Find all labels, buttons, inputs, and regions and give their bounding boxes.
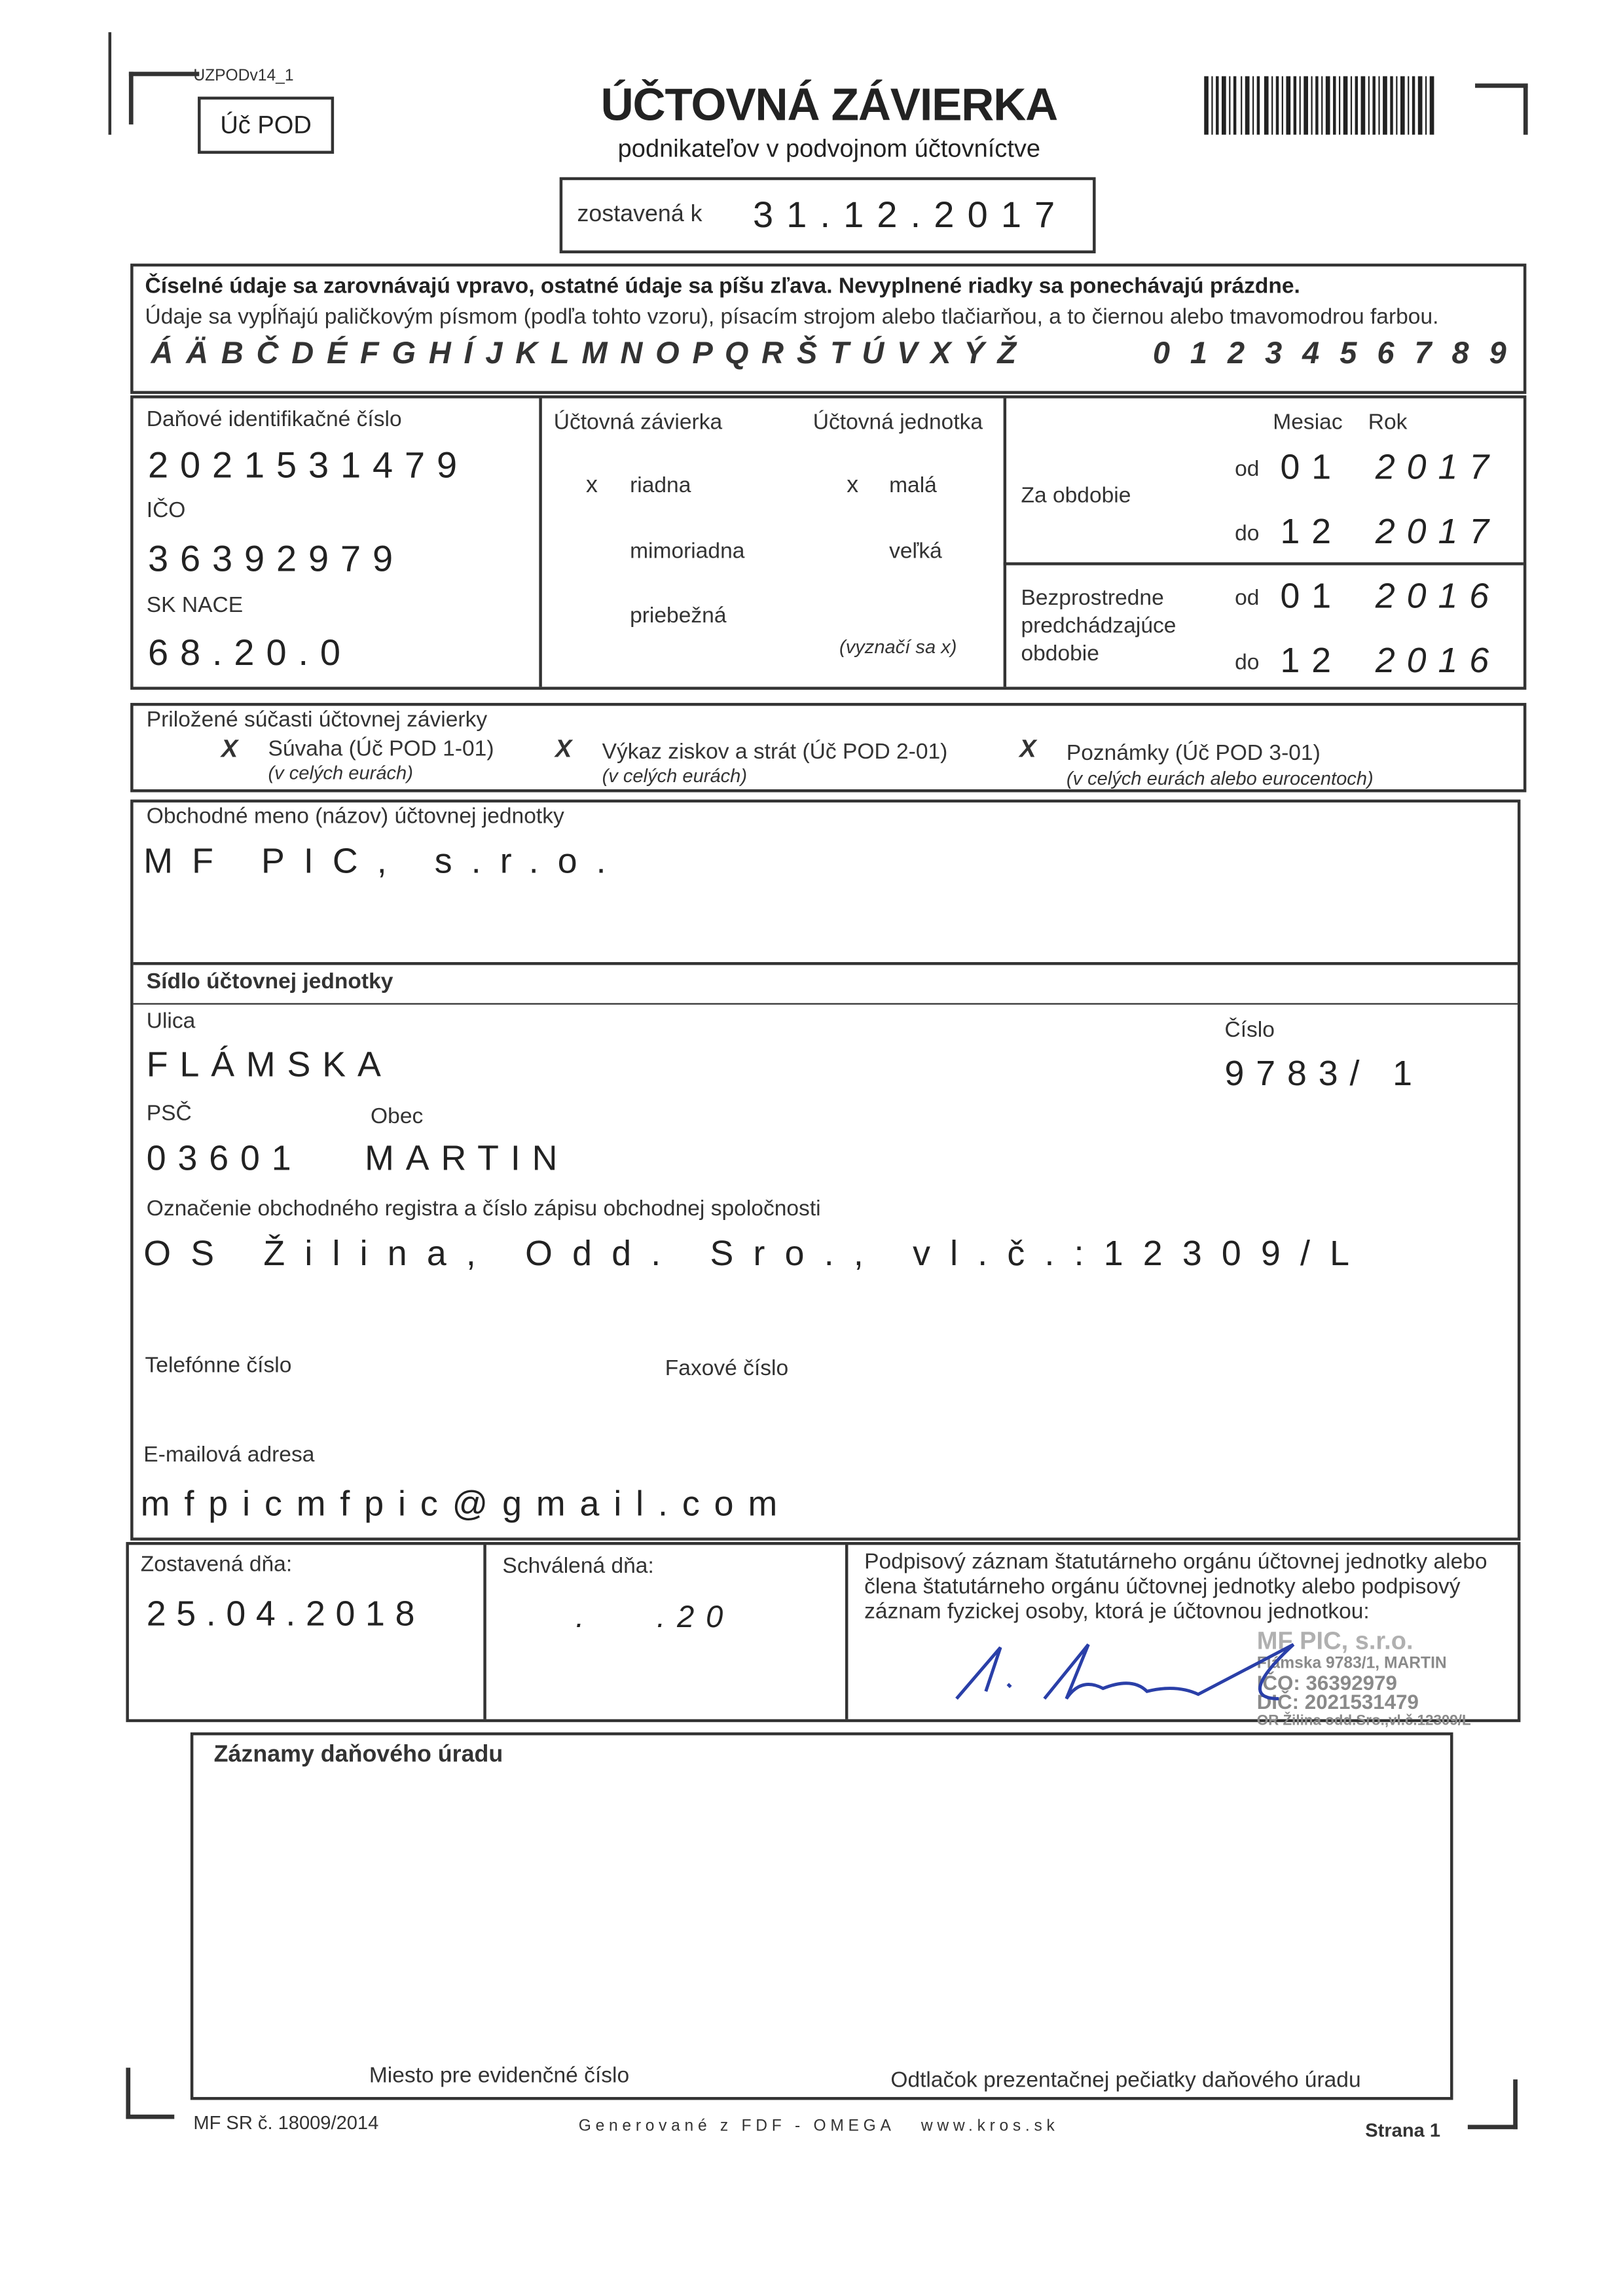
instructions-line2: Údaje sa vypĺňajú paličkovým písmom (podľa tohto vzoru), písacím strojom alebo tlačiarňou, a to čiernou alebo tmavomodrou farbou.: [145, 304, 1439, 330]
corner-mark: [1468, 2125, 1518, 2129]
attachment-note: (v celých eurách): [268, 761, 413, 784]
company-name-label: Obchodné meno (názov) účtovnej jednotky: [146, 804, 564, 829]
od-label: od: [1235, 585, 1260, 611]
attachment-note: (v celých eurách): [602, 764, 748, 787]
year-header: Rok: [1368, 410, 1408, 435]
riadna-check[interactable]: x: [585, 473, 598, 498]
previous-from-year: 2016: [1375, 577, 1501, 617]
previous-to-month: 12: [1280, 641, 1343, 681]
mimoriadna-label: mimoriadna: [630, 539, 745, 564]
seat-heading: Sídlo účtovnej jednotky: [146, 969, 393, 995]
corner-mark: [126, 2068, 130, 2119]
footer-form-ref: MF SR č. 18009/2014: [193, 2111, 379, 2134]
mala-check[interactable]: x: [847, 473, 859, 498]
page-number: Strana 1: [1365, 2119, 1441, 2142]
fax-label: Faxové číslo: [665, 1355, 789, 1381]
ico-label: IČO: [146, 497, 186, 523]
company-name: MF PIC, s.r.o.: [143, 842, 625, 882]
unit-type-label: Účtovná jednotka: [812, 410, 983, 435]
street-value: FLÁMSKA: [146, 1045, 393, 1085]
email-label: E-mailová adresa: [143, 1442, 315, 1467]
attachment-title: Súvaha (Úč POD 1-01): [268, 736, 494, 762]
approved-date-label: Schválená dňa:: [502, 1553, 654, 1579]
form-type-box: Úč POD: [198, 97, 334, 154]
month-header: Mesiac: [1273, 410, 1343, 435]
velka-label: veľká: [889, 539, 942, 564]
nace-label: SK NACE: [146, 593, 244, 619]
city-value: MARTIN: [365, 1139, 570, 1179]
current-from-year: 2017: [1375, 448, 1501, 488]
dates-box: [126, 1542, 1520, 1730]
tax-office-title: Záznamy daňového úradu: [213, 1742, 503, 1768]
attachment-check[interactable]: X: [221, 735, 238, 763]
evidence-number-label: Miesto pre evidenčné číslo: [369, 2063, 630, 2089]
identification-box: [130, 395, 1526, 690]
company-stamp: MF PIC, s.r.o. Flámska 9783/1, MARTIN IČO: 36392979 DIČ: 2021531479 OR Žilina odd.Sro.,vl.č.12309/L: [1256, 1626, 1471, 1730]
mala-label: malá: [889, 473, 937, 498]
signature-label: Podpisový záznam štatutárneho orgánu účtovnej jednotky alebo člena štatutárneho orgánu účtovnej jednotky alebo podpisový záznam fyzickej osoby, ktorá je účtovnou jednotkou:: [864, 1549, 1487, 1624]
page-subtitle: podnikateľov v podvojnom účtovníctve: [617, 134, 1041, 163]
page-title: ÚČTOVNÁ ZÁVIERKA: [600, 79, 1058, 131]
number-label: Číslo: [1224, 1017, 1275, 1043]
form-code: UZPODv14_1: [193, 67, 294, 85]
psc-value: 03601: [146, 1139, 303, 1179]
previous-from-month: 01: [1280, 577, 1343, 617]
attachment-check[interactable]: X: [555, 735, 572, 763]
street-label: Ulica: [146, 1009, 196, 1034]
nace-value: 68.20.0: [147, 632, 352, 674]
corner-mark: [1475, 84, 1528, 88]
previous-period-label: Bezprostredne predchádzajúce obdobie: [1021, 585, 1176, 667]
signature-image: [942, 1633, 1338, 1713]
corner-mark: [109, 32, 111, 135]
city-label: Obec: [371, 1103, 424, 1130]
dic-label: Daňové identifikačné číslo: [146, 406, 402, 433]
ico-value: 36392979: [147, 539, 405, 581]
psc-label: PSČ: [146, 1101, 192, 1126]
priebezna-label: priebežná: [630, 603, 727, 628]
riadna-label: riadna: [630, 473, 691, 498]
corner-mark: [126, 2115, 174, 2119]
attachment-check[interactable]: X: [1019, 735, 1036, 763]
company-box: [130, 800, 1520, 1541]
corner-mark: [1513, 2079, 1518, 2129]
current-period-label: Za obdobie: [1021, 483, 1131, 509]
previous-to-year: 2016: [1375, 641, 1501, 681]
prepared-date-value: 25.04.2018: [146, 1594, 426, 1634]
tax-office-box: [191, 1732, 1453, 2100]
prepared-to-value: 31.12.2017: [753, 194, 1068, 236]
attachment-title: Poznámky (Úč POD 3-01): [1066, 741, 1321, 766]
attachments-label: Priložené súčasti účtovnej závierky: [146, 707, 488, 732]
phone-label: Telefónne číslo: [145, 1353, 292, 1378]
barcode: [1204, 76, 1436, 134]
current-to-year: 2017: [1375, 512, 1501, 552]
instructions-box: [130, 264, 1526, 394]
current-to-month: 12: [1280, 512, 1343, 552]
digit-sample: 0 1 2 3 4 5 6 7 8 9: [1152, 336, 1506, 371]
mark-note: (vyznačí sa x): [839, 636, 957, 658]
instructions-line1: Číselné údaje sa zarovnávajú vpravo, ostatné údaje sa píšu zľava. Nevyplnené riadky sa ponechávajú prázdne.: [145, 274, 1300, 299]
letter-sample: Á Ä B Č D É F G H Í J K L M N O P Q R Š T Ú V X Ý Ž: [151, 336, 1017, 371]
dic-value: 2021531479: [147, 445, 469, 486]
corner-mark: [129, 72, 199, 77]
corner-mark: [129, 72, 134, 125]
attachment-note: (v celých eurách alebo eurocentoch): [1066, 767, 1374, 789]
register-label: Označenie obchodného registra a číslo zápisu obchodnej spoločnosti: [146, 1196, 821, 1221]
current-from-month: 01: [1280, 448, 1343, 488]
email-value: mfpicmfpic@gmail.com: [140, 1484, 792, 1525]
office-stamp-label: Odtlačok prezentačnej pečiatky daňového úradu: [890, 2068, 1361, 2093]
corner-mark: [1523, 84, 1528, 135]
number-value: 9783/ 1: [1224, 1054, 1424, 1094]
statement-type-label: Účtovná závierka: [553, 410, 723, 435]
register-value: OS Žilina, Odd. Sro., vl.č.:12309/L: [143, 1234, 1370, 1274]
do-label: do: [1235, 521, 1260, 547]
footer-generator: Generované z FDF - OMEGA www.kros.sk: [578, 2117, 1059, 2136]
prepared-to-box: [560, 177, 1096, 253]
attachments-box: [130, 703, 1526, 792]
od-label: od: [1235, 457, 1260, 482]
attachment-title: Výkaz ziskov a strát (Úč POD 2-01): [602, 739, 948, 764]
prepared-date-label: Zostavená dňa:: [140, 1552, 293, 1577]
approved-date-value: . .20: [575, 1600, 735, 1634]
do-label: do: [1235, 650, 1260, 675]
prepared-to-label: zostavená k: [577, 202, 702, 227]
